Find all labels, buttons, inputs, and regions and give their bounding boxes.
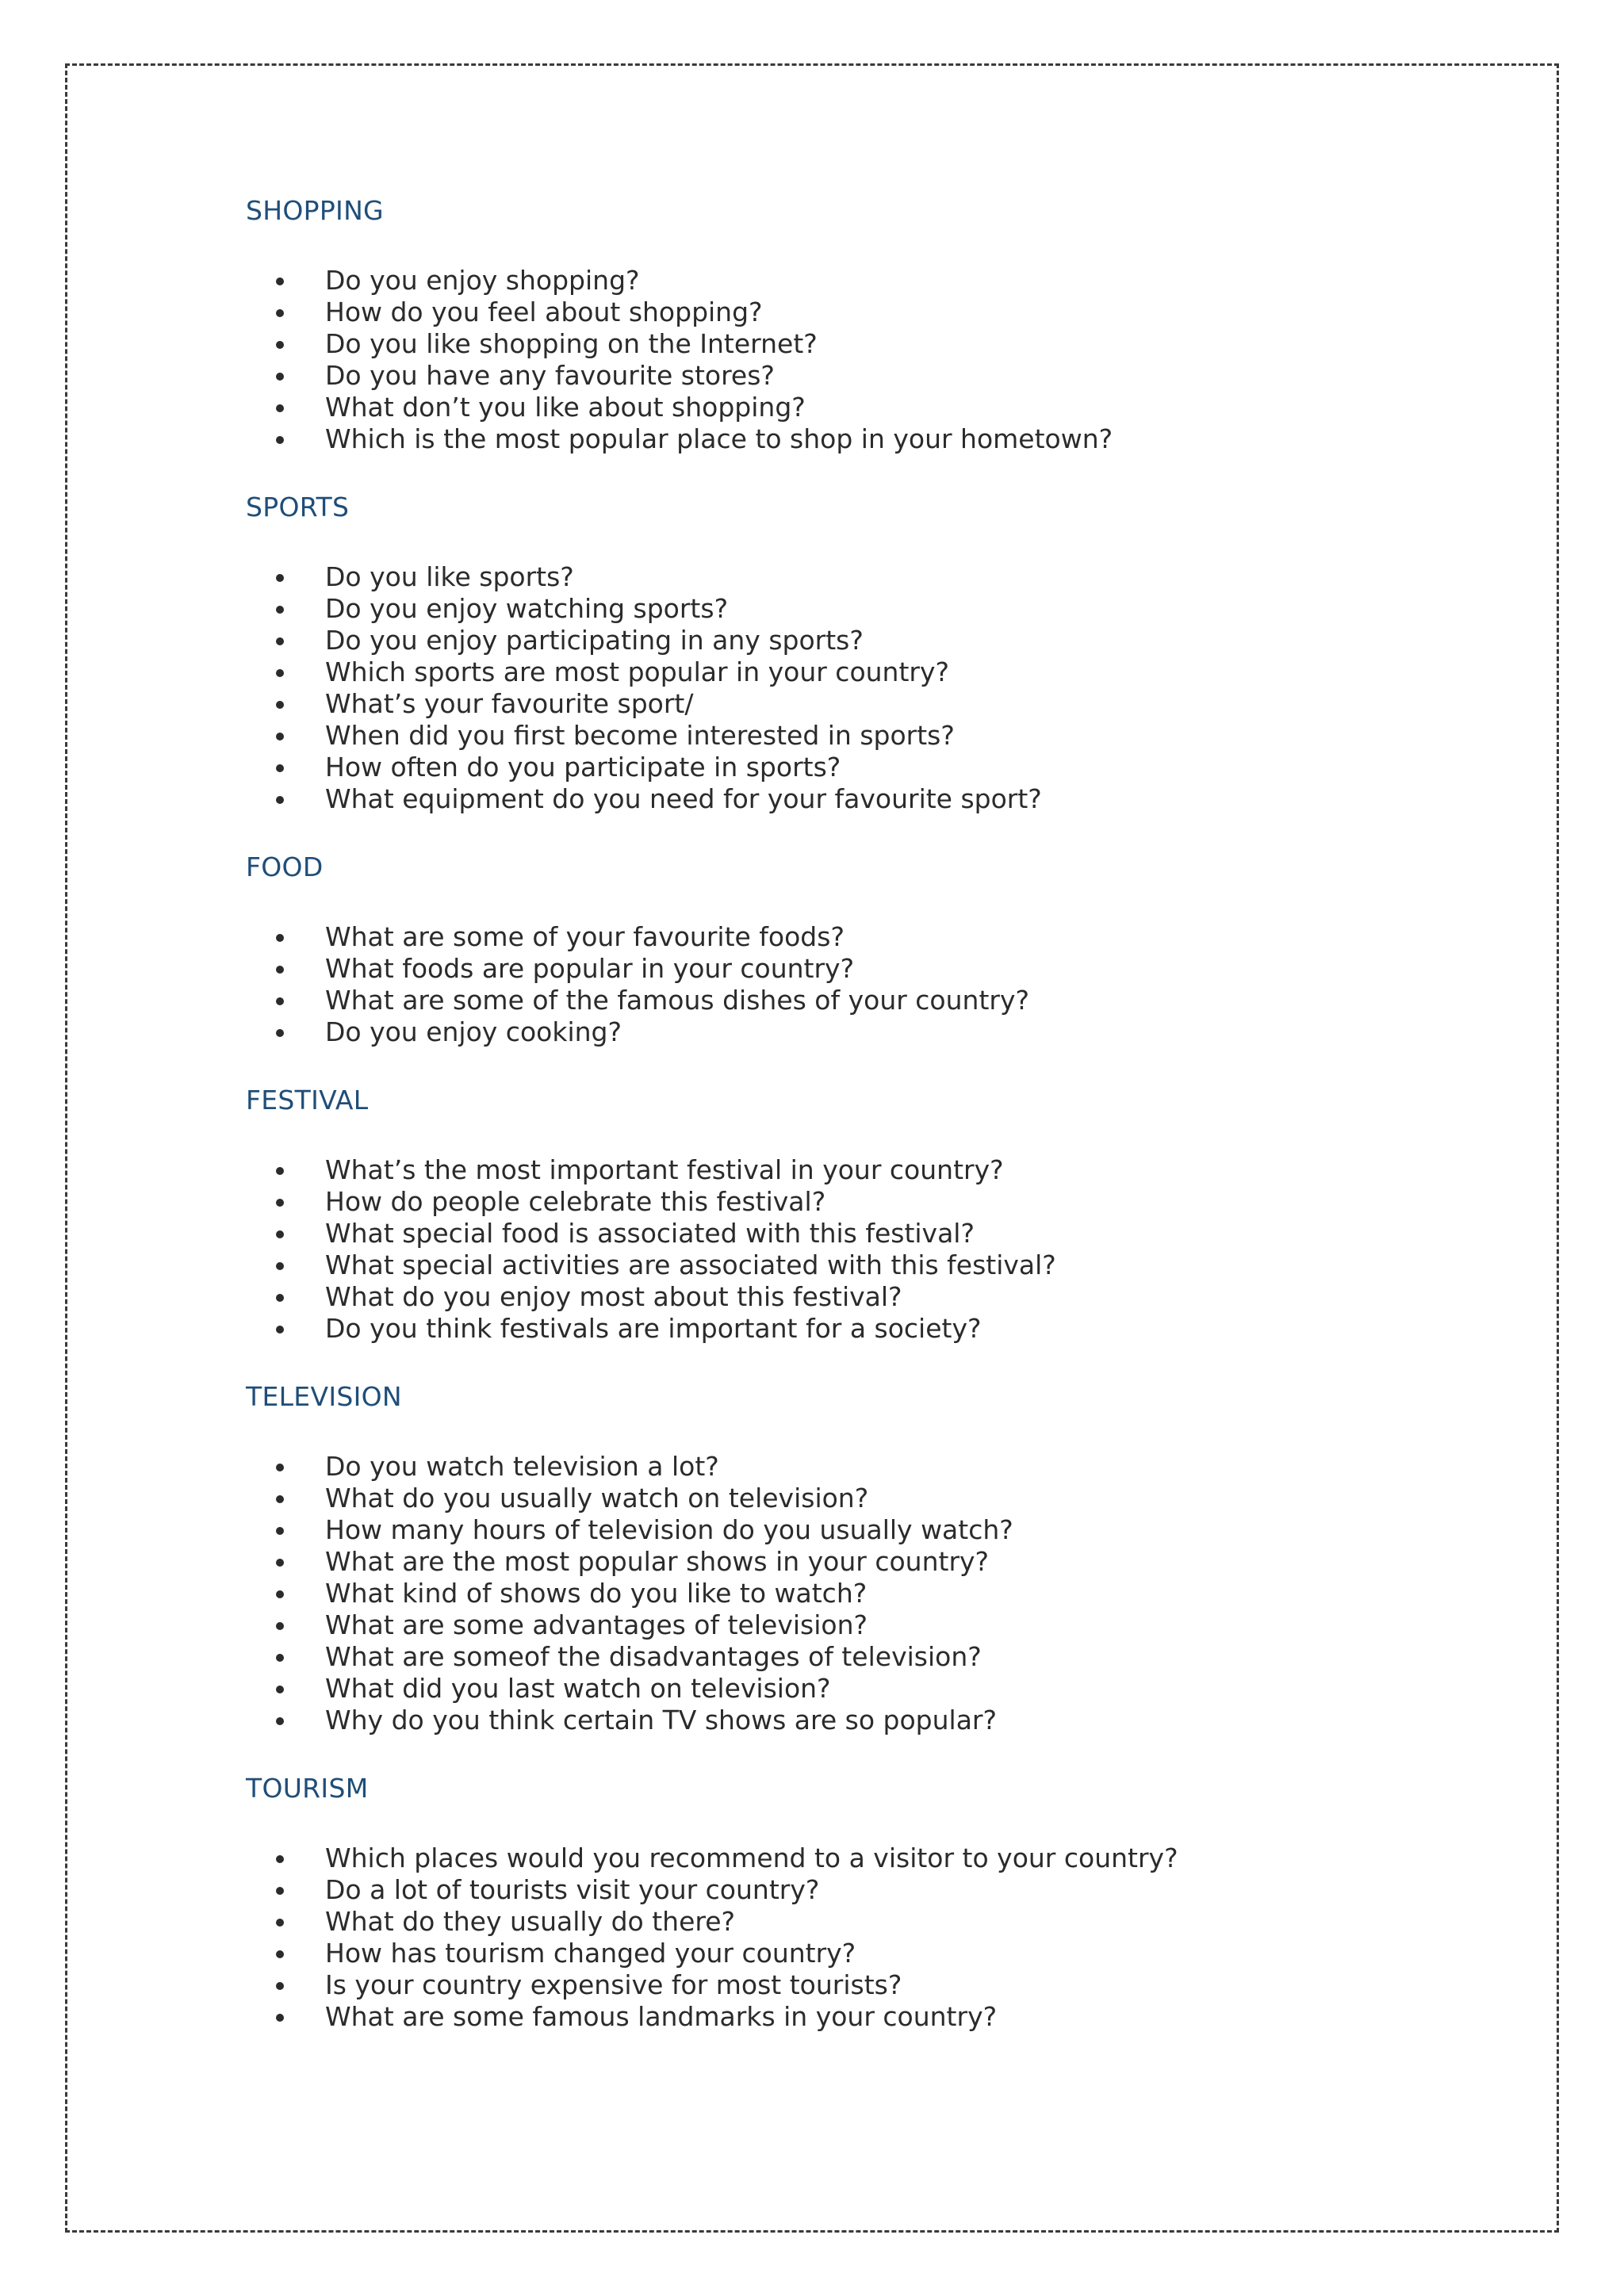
bullet-icon: [276, 1464, 284, 1471]
bullet-icon: [276, 1950, 284, 1958]
section-festival: [246, 1085, 1515, 1345]
question-text: Do you enjoy shopping?: [325, 265, 640, 296]
question-text: Do a lot of tourists visit your country?: [325, 1874, 820, 1905]
bullet-icon: [276, 1294, 284, 1302]
list-item: [246, 1705, 1515, 1736]
section-heading: TOURISM: [246, 1773, 369, 1804]
question-text: Which sports are most popular in your country?: [325, 656, 950, 687]
question-list: [246, 1451, 1515, 1736]
bullet-icon: [276, 934, 284, 942]
list-item: [246, 1969, 1515, 2001]
question-list: [246, 561, 1515, 815]
section-heading: SPORTS: [246, 492, 350, 522]
section-sports: [246, 492, 1515, 815]
bullet-icon: [276, 997, 284, 1005]
bullet-icon: [276, 1326, 284, 1334]
question-text: What don’t you like about shopping?: [325, 392, 806, 423]
question-text: What’s your favourite sport/: [325, 688, 694, 719]
bullet-icon: [276, 1527, 284, 1535]
list-item: [246, 1313, 1515, 1345]
list-item: [246, 1186, 1515, 1218]
question-text: What are someof the disadvantages of television?: [325, 1641, 982, 1672]
question-text: How do you feel about shopping?: [325, 297, 763, 327]
bullet-icon: [276, 2014, 284, 2022]
question-text: How do people celebrate this festival?: [325, 1186, 826, 1217]
bullet-icon: [276, 1230, 284, 1238]
question-text: What do you enjoy most about this festival?: [325, 1281, 902, 1312]
question-text: What are some of the famous dishes of your country?: [325, 985, 1030, 1016]
list-item: [246, 265, 1515, 297]
list-item: [246, 783, 1515, 815]
question-text: What do you usually watch on television?: [325, 1483, 869, 1513]
question-list: [246, 1843, 1515, 2033]
question-list: [246, 921, 1515, 1048]
bullet-icon: [276, 796, 284, 804]
list-item: [246, 1154, 1515, 1186]
question-text: What are some advantages of television?: [325, 1609, 868, 1640]
question-text: What special food is associated with this festival?: [325, 1218, 975, 1249]
list-item: [246, 625, 1515, 656]
section-heading: FESTIVAL: [246, 1085, 369, 1115]
question-text: Do you like shopping on the Internet?: [325, 328, 818, 359]
list-item: [246, 720, 1515, 752]
question-text: What kind of shows do you like to watch?: [325, 1578, 868, 1609]
list-item: [246, 1451, 1515, 1483]
question-text: What are some famous landmarks in your country?: [325, 2001, 998, 2032]
question-text: What special activities are associated with this festival?: [325, 1249, 1056, 1280]
bullet-icon: [276, 701, 284, 709]
question-text: Which is the most popular place to shop in your hometown?: [325, 423, 1113, 454]
list-item: [246, 1281, 1515, 1313]
list-item: [246, 1546, 1515, 1578]
list-item: [246, 593, 1515, 625]
list-item: [246, 297, 1515, 328]
question-text: What’s the most important festival in your country?: [325, 1154, 1004, 1185]
bullet-icon: [276, 1199, 284, 1207]
question-text: Do you enjoy cooking?: [325, 1016, 622, 1047]
section-tourism: [246, 1773, 1515, 2033]
list-item: [246, 423, 1515, 455]
list-item: [246, 1641, 1515, 1673]
bullet-icon: [276, 574, 284, 582]
bullet-icon: [276, 1717, 284, 1725]
bullet-icon: [276, 764, 284, 772]
list-item: [246, 2001, 1515, 2033]
list-item: [246, 1218, 1515, 1249]
list-item: [246, 953, 1515, 985]
bullet-icon: [276, 277, 284, 285]
question-list: [246, 265, 1515, 455]
list-item: [246, 752, 1515, 783]
list-item: [246, 1578, 1515, 1609]
bullet-icon: [276, 1559, 284, 1567]
bullet-icon: [276, 404, 284, 412]
question-text: Why do you think certain TV shows are so popular?: [325, 1705, 997, 1735]
question-text: What did you last watch on television?: [325, 1673, 831, 1704]
list-item: [246, 328, 1515, 360]
question-text: What are some of your favourite foods?: [325, 921, 845, 952]
question-text: What equipment do you need for your favourite sport?: [325, 783, 1042, 814]
list-item: [246, 1514, 1515, 1546]
bullet-icon: [276, 669, 284, 677]
bullet-icon: [276, 436, 284, 444]
list-item: [246, 688, 1515, 720]
bullet-icon: [276, 309, 284, 317]
bullet-icon: [276, 1262, 284, 1270]
question-text: Is your country expensive for most tourists?: [325, 1969, 902, 2000]
question-text: Which places would you recommend to a visitor to your country?: [325, 1843, 1178, 1873]
bullet-icon: [276, 341, 284, 349]
list-item: [246, 1673, 1515, 1705]
question-text: When did you first become interested in sports?: [325, 720, 955, 751]
question-list: [246, 1154, 1515, 1345]
bullet-icon: [276, 1495, 284, 1503]
question-text: Do you enjoy participating in any sports?: [325, 625, 864, 656]
bullet-icon: [276, 1855, 284, 1863]
question-text: How often do you participate in sports?: [325, 752, 841, 783]
list-item: [246, 360, 1515, 392]
question-text: Do you like sports?: [325, 561, 574, 592]
list-item: [246, 1016, 1515, 1048]
list-item: [246, 1874, 1515, 1906]
list-item: [246, 1938, 1515, 1969]
bullet-icon: [276, 966, 284, 974]
bullet-icon: [276, 637, 284, 645]
section-shopping: [246, 195, 1515, 455]
bullet-icon: [276, 1029, 284, 1037]
question-text: Do you think festivals are important for a society?: [325, 1313, 982, 1344]
bullet-icon: [276, 606, 284, 614]
list-item: [246, 1483, 1515, 1514]
document-content: [246, 195, 1515, 2033]
section-food: [246, 851, 1515, 1048]
bullet-icon: [276, 1167, 284, 1175]
question-text: What do they usually do there?: [325, 1906, 736, 1937]
section-heading: TELEVISION: [246, 1381, 402, 1412]
question-text: Do you have any favourite stores?: [325, 360, 775, 391]
list-item: [246, 985, 1515, 1016]
bullet-icon: [276, 1919, 284, 1927]
list-item: [246, 1609, 1515, 1641]
section-heading: FOOD: [246, 851, 324, 882]
question-text: How many hours of television do you usually watch?: [325, 1514, 1013, 1545]
bullet-icon: [276, 1686, 284, 1693]
bullet-icon: [276, 1622, 284, 1630]
bullet-icon: [276, 733, 284, 740]
list-item: [246, 561, 1515, 593]
bullet-icon: [276, 1590, 284, 1598]
list-item: [246, 1249, 1515, 1281]
list-item: [246, 1906, 1515, 1938]
bullet-icon: [276, 1982, 284, 1990]
bullet-icon: [276, 373, 284, 381]
question-text: How has tourism changed your country?: [325, 1938, 856, 1969]
question-text: Do you watch television a lot?: [325, 1451, 719, 1482]
question-text: Do you enjoy watching sports?: [325, 593, 729, 624]
section-television: [246, 1381, 1515, 1736]
section-heading: SHOPPING: [246, 195, 384, 226]
list-item: [246, 656, 1515, 688]
bullet-icon: [276, 1654, 284, 1662]
list-item: [246, 392, 1515, 423]
list-item: [246, 1843, 1515, 1874]
list-item: [246, 921, 1515, 953]
bullet-icon: [276, 1887, 284, 1895]
question-text: What are the most popular shows in your country?: [325, 1546, 990, 1577]
question-text: What foods are popular in your country?: [325, 953, 855, 984]
